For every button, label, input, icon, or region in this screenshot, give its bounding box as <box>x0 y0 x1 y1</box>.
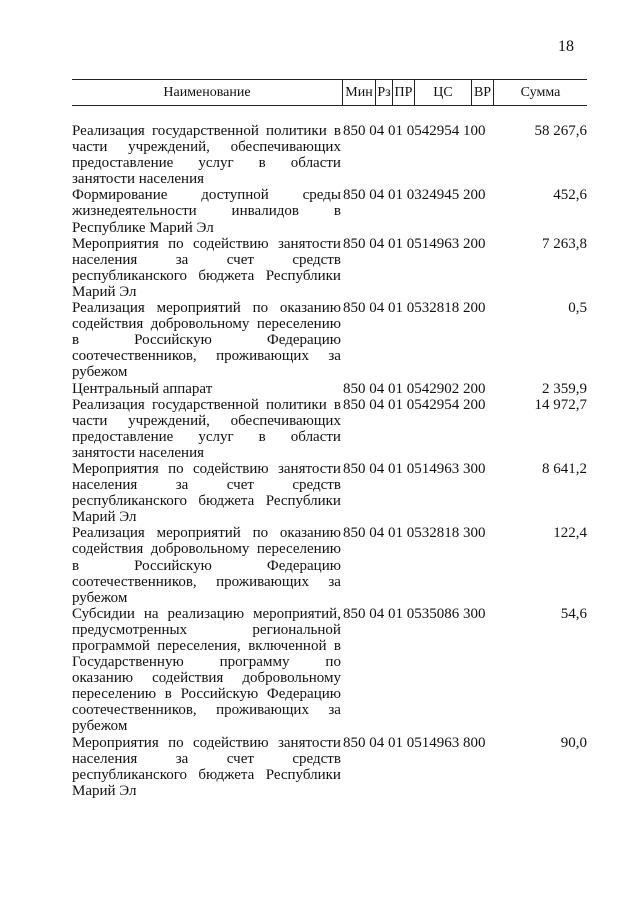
row-codes: 850 04 01 0514963 800 <box>342 734 486 751</box>
row-name: Реализация государственной политики в части учреждений, обеспечивающих предоставление услуг в области занятости населения <box>72 396 341 461</box>
table-row <box>72 381 587 397</box>
table-row <box>72 525 587 605</box>
row-name: Мероприятия по содействию занятости населения за счет средств республиканского бюджета Республики Марий Эл <box>72 235 341 300</box>
header-pr: ПР <box>392 80 414 105</box>
row-sum: 0,5 <box>568 300 587 317</box>
row-codes: 850 04 01 0542902 200 <box>342 380 486 397</box>
row-sum: 452,6 <box>553 187 587 204</box>
table-row <box>72 300 587 380</box>
row-name: Центральный аппарат <box>72 380 213 397</box>
row-codes: 850 04 01 0542954 200 <box>342 396 486 413</box>
row-sum: 54,6 <box>560 605 587 622</box>
row-sum: 14 972,7 <box>534 396 587 413</box>
table-row <box>72 123 587 187</box>
row-codes: 850 04 01 0532818 300 <box>342 525 486 542</box>
row-sum: 7 263,8 <box>542 235 587 252</box>
page-number: 18 <box>558 38 574 55</box>
table-row <box>72 397 587 461</box>
table-row <box>72 735 587 799</box>
row-codes: 850 04 01 0535086 300 <box>342 605 486 622</box>
header-rz: Рз <box>375 80 392 105</box>
header-sum: Сумма <box>493 80 587 105</box>
row-codes: 850 04 01 0324945 200 <box>342 187 486 204</box>
table-row <box>72 606 587 735</box>
header-name: Наименование <box>163 85 251 100</box>
row-name: Реализация мероприятий по оказанию содействия добровольному переселению в Российскую Федерацию соотечественников, проживающих за рубежом <box>72 525 341 606</box>
row-codes: 850 04 01 0514963 300 <box>342 460 486 477</box>
row-name: Мероприятия по содействию занятости населения за счет средств республиканского бюджета Республики Марий Эл <box>72 734 341 799</box>
budget-table <box>72 79 587 799</box>
table-header <box>72 79 587 106</box>
header-cs: ЦС <box>414 80 471 105</box>
row-name: Формирование доступной среды жизнедеятельности инвалидов в Республике Марий Эл <box>72 187 341 236</box>
table-row <box>72 187 587 235</box>
row-name: Реализация государственной политики в части учреждений, обеспечивающих предоставление услуг в области занятости населения <box>72 123 341 188</box>
row-name: Субсидии на реализацию мероприятий, предусмотренных региональной программой переселения, включенной в Государственную программу по оказанию содействия добровольному переселению в Российскую Федерацию соотечественников, проживающих за рубежом <box>72 605 341 735</box>
header-vr: ВР <box>471 80 493 105</box>
row-sum: 2 359,9 <box>542 380 587 397</box>
table-row <box>72 461 587 525</box>
row-sum: 58 267,6 <box>534 123 587 139</box>
table-row <box>72 236 587 300</box>
row-sum: 8 641,2 <box>542 460 587 477</box>
header-min: Мин <box>342 80 375 105</box>
row-name: Реализация мероприятий по оказанию содействия добровольному переселению в Российскую Федерацию соотечественников, проживающих за рубежом <box>72 300 341 381</box>
row-sum: 122,4 <box>553 525 587 542</box>
row-sum: 90,0 <box>560 734 587 751</box>
table-body <box>72 123 587 799</box>
row-codes: 850 04 01 0542954 100 <box>342 123 486 139</box>
row-codes: 850 04 01 0514963 200 <box>342 235 486 252</box>
row-name: Мероприятия по содействию занятости населения за счет средств республиканского бюджета Республики Марий Эл <box>72 460 341 526</box>
row-codes: 850 04 01 0532818 200 <box>342 300 486 317</box>
